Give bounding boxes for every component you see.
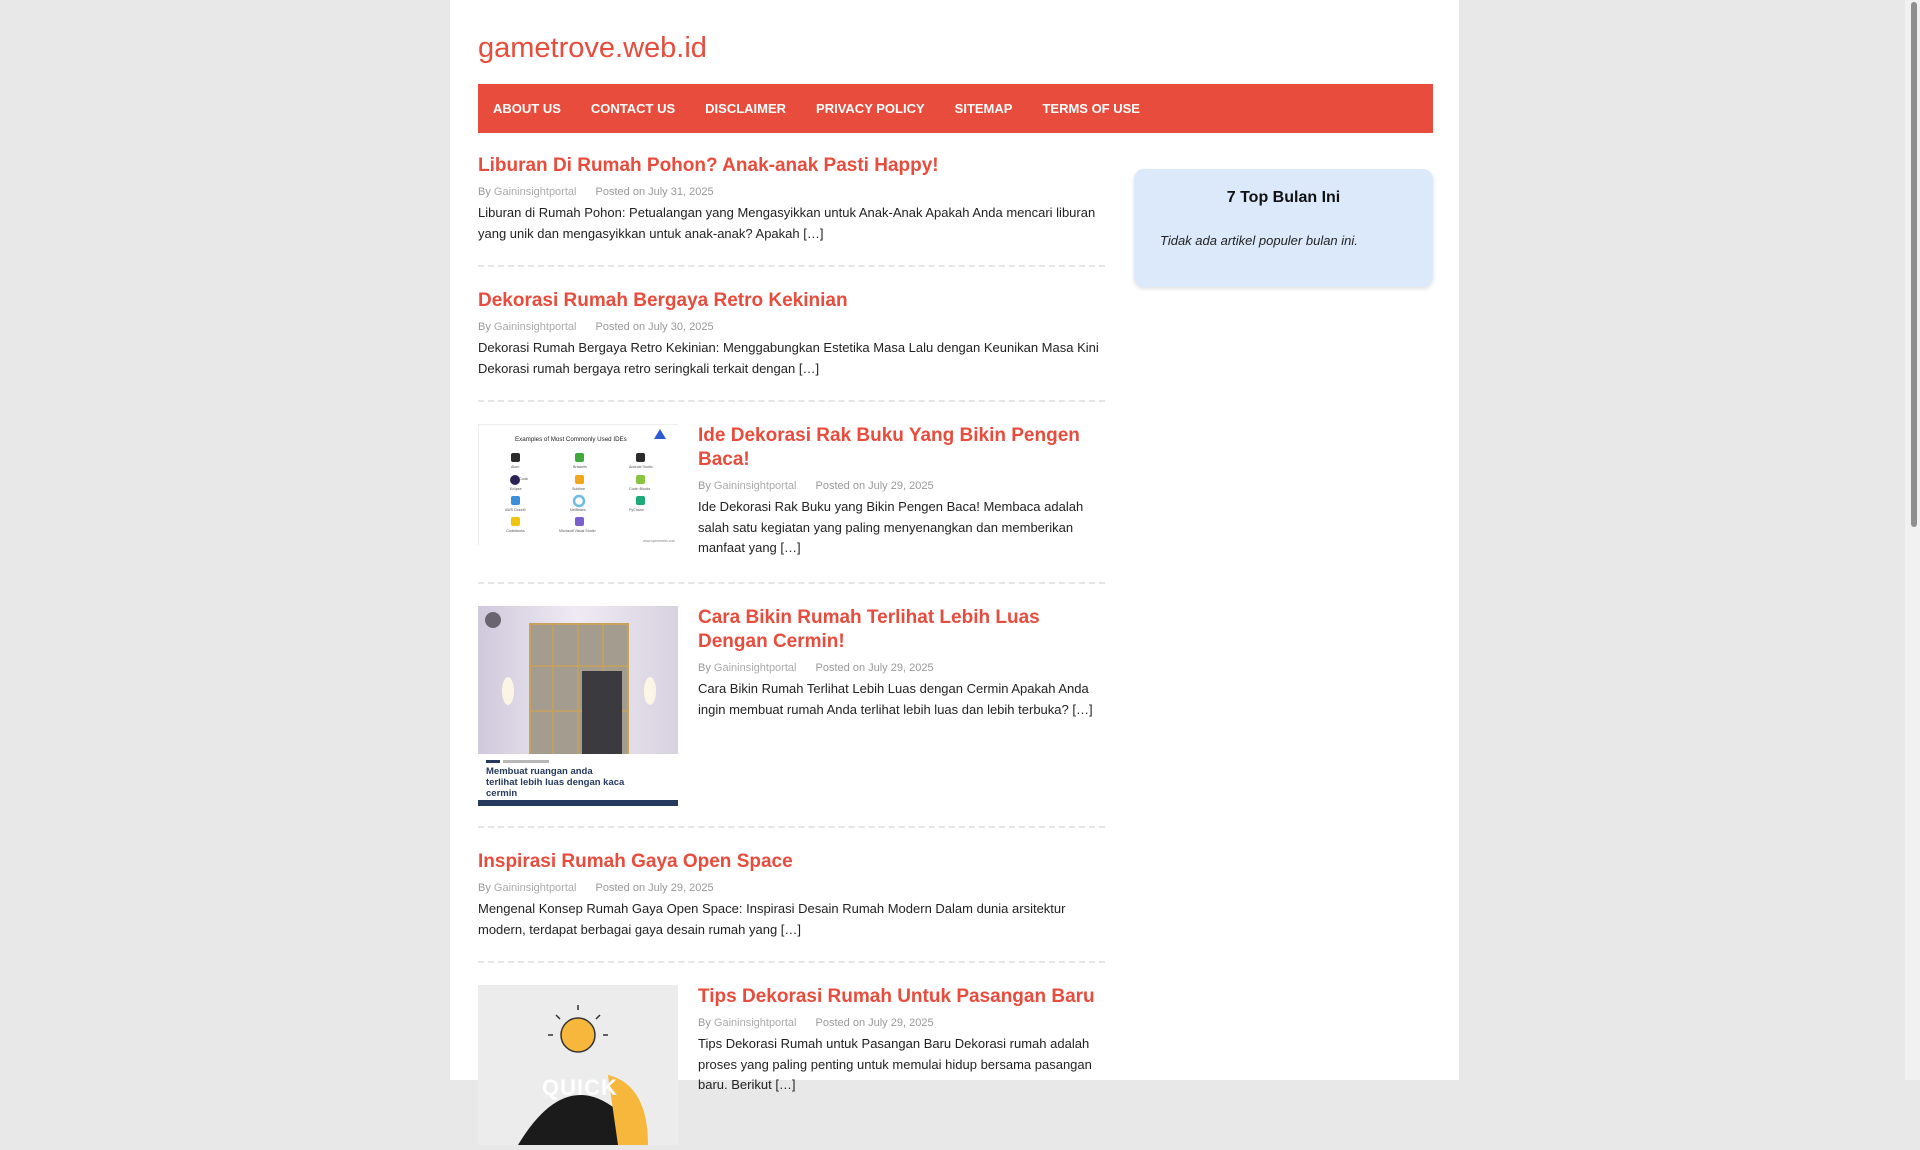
post-date: Posted on July 29, 2025 bbox=[595, 882, 714, 894]
thumb-footer: www.spiceworks.com bbox=[643, 539, 676, 543]
thumb-heading: Examples of Most Commonly Used IDEs bbox=[515, 436, 627, 443]
post-author[interactable]: Gaininsightportal bbox=[493, 186, 577, 198]
post-excerpt: Tips Dekorasi Rumah untuk Pasangan Baru Dekorasi rumah adalah proses yang paling penting untuk memulai hidup bersama pasangan baru. Berikut […] bbox=[698, 1036, 1092, 1092]
post-item bbox=[478, 154, 1105, 267]
svg-text:Microsoft Visual Studio: Microsoft Visual Studio bbox=[559, 529, 596, 533]
post-meta bbox=[698, 1017, 1105, 1029]
nav-about-us[interactable]: ABOUT US bbox=[493, 101, 561, 116]
post-excerpt: Liburan di Rumah Pohon: Petualangan yang Mengasyikkan untuk Anak-Anak Apakah Anda mencari liburan yang unik dan mengasyikkan untuk anak-anak? Apakah […] bbox=[478, 205, 1096, 241]
post-item bbox=[478, 606, 1105, 828]
by-label: By bbox=[698, 662, 711, 674]
nav-sitemap[interactable]: SITEMAP bbox=[954, 101, 1013, 116]
svg-text:Code::Blocks: Code::Blocks bbox=[629, 487, 651, 491]
brand-logo-icon bbox=[485, 612, 501, 628]
post-author[interactable]: Gaininsightportal bbox=[713, 1017, 797, 1029]
post-thumbnail[interactable] bbox=[478, 424, 678, 545]
post-text bbox=[698, 985, 1105, 1096]
post-excerpt: Mengenal Konsep Rumah Gaya Open Space: Inspirasi Desain Rumah Modern Dalam dunia arsitektur modern, terdapat berbagai gaya desain rumah yang […] bbox=[478, 901, 1066, 937]
svg-text:Brackets: Brackets bbox=[573, 465, 587, 469]
svg-text:Codeblocks: Codeblocks bbox=[506, 529, 525, 533]
post-text bbox=[698, 424, 1105, 559]
by-label: By bbox=[478, 186, 491, 198]
page-container bbox=[450, 0, 1459, 1100]
post-date: Posted on July 31, 2025 bbox=[595, 186, 714, 198]
by-label: By bbox=[478, 882, 491, 894]
post-meta bbox=[478, 186, 1105, 198]
thumb-word: QUICK bbox=[542, 1075, 618, 1100]
post-title[interactable]: Liburan Di Rumah Pohon? Anak-anak Pasti Happy! bbox=[478, 155, 939, 176]
post-meta bbox=[478, 321, 1105, 333]
nav-contact-us[interactable]: CONTACT US bbox=[590, 101, 676, 116]
svg-text:AWS Cloud9: AWS Cloud9 bbox=[505, 508, 526, 512]
post-title[interactable]: Dekorasi Rumah Bergaya Retro Kekinian bbox=[478, 290, 848, 311]
post-item bbox=[478, 289, 1105, 402]
scrollbar-thumb[interactable] bbox=[1911, 2, 1917, 527]
nav-privacy-policy[interactable]: PRIVACY POLICY bbox=[816, 101, 925, 116]
post-title[interactable]: Cara Bikin Rumah Terlihat Lebih Luas Dengan Cermin! bbox=[698, 607, 1040, 652]
post-excerpt: Dekorasi Rumah Bergaya Retro Kekinian: Menggabungkan Estetika Masa Lalu dengan Keunikan Masa Kini Dekorasi rumah bergaya retro seringkali terkait dengan […] bbox=[478, 340, 1099, 376]
post-item bbox=[478, 424, 1105, 584]
post-date: Posted on July 30, 2025 bbox=[595, 321, 714, 333]
post-thumbnail[interactable] bbox=[478, 985, 678, 1145]
site-title[interactable]: gametrove.web.id bbox=[478, 32, 707, 64]
widget-empty-text: Tidak ada artikel populer bulan ini. bbox=[1160, 233, 1358, 248]
svg-text:PyCharm: PyCharm bbox=[629, 508, 644, 512]
svg-text:Android Studio: Android Studio bbox=[629, 465, 653, 469]
post-title[interactable]: Tips Dekorasi Rumah Untuk Pasangan Baru bbox=[698, 986, 1095, 1007]
post-author[interactable]: Gaininsightportal bbox=[493, 882, 577, 894]
post-excerpt: Ide Dekorasi Rak Buku yang Bikin Pengen Baca! Membaca adalah salah satu kegiatan yang paling menyenangkan dan memberikan manfaat yang […] bbox=[698, 499, 1084, 555]
thumb-caption: Membuat ruangan anda terlihat lebih luas dengan kaca cermin bbox=[486, 766, 625, 799]
post-text bbox=[698, 606, 1105, 720]
post-list bbox=[478, 154, 1105, 1145]
ide-examples-image bbox=[479, 425, 679, 546]
post-meta bbox=[698, 480, 1105, 492]
post-excerpt: Cara Bikin Rumah Terlihat Lebih Luas dengan Cermin Apakah Anda ingin membuat rumah Anda terlihat lebih luas dan lebih terbuka? […] bbox=[698, 681, 1093, 717]
post-date: Posted on July 29, 2025 bbox=[815, 662, 934, 674]
main-nav bbox=[478, 84, 1433, 133]
nav-disclaimer[interactable]: DISCLAIMER bbox=[705, 101, 787, 116]
post-meta bbox=[698, 662, 1105, 674]
svg-text:Atom: Atom bbox=[511, 465, 520, 469]
post-item bbox=[478, 985, 1105, 1145]
post-date: Posted on July 29, 2025 bbox=[815, 1017, 934, 1029]
by-label: By bbox=[478, 321, 491, 333]
by-label: By bbox=[698, 1017, 711, 1029]
post-item bbox=[478, 850, 1105, 963]
svg-text:Sublime: Sublime bbox=[572, 487, 585, 491]
post-date: Posted on July 29, 2025 bbox=[815, 480, 934, 492]
svg-text:Eclipse: Eclipse bbox=[510, 487, 522, 491]
post-meta bbox=[478, 882, 1105, 894]
post-title[interactable]: Inspirasi Rumah Gaya Open Space bbox=[478, 851, 793, 872]
svg-text:NetBeans: NetBeans bbox=[570, 508, 586, 512]
post-author[interactable]: Gaininsightportal bbox=[713, 480, 797, 492]
popular-widget bbox=[1134, 169, 1433, 287]
by-label: By bbox=[698, 480, 711, 492]
quick-tips-image bbox=[478, 985, 678, 1145]
svg-text:Coda: Coda bbox=[519, 477, 528, 481]
post-title[interactable]: Ide Dekorasi Rak Buku Yang Bikin Pengen Baca! bbox=[698, 425, 1080, 470]
post-thumbnail[interactable] bbox=[478, 606, 678, 806]
nav-terms-of-use[interactable]: TERMS OF USE bbox=[1042, 101, 1140, 116]
post-author[interactable]: Gaininsightportal bbox=[493, 321, 577, 333]
widget-title: 7 Top Bulan Ini bbox=[1226, 189, 1341, 206]
post-author[interactable]: Gaininsightportal bbox=[713, 662, 797, 674]
